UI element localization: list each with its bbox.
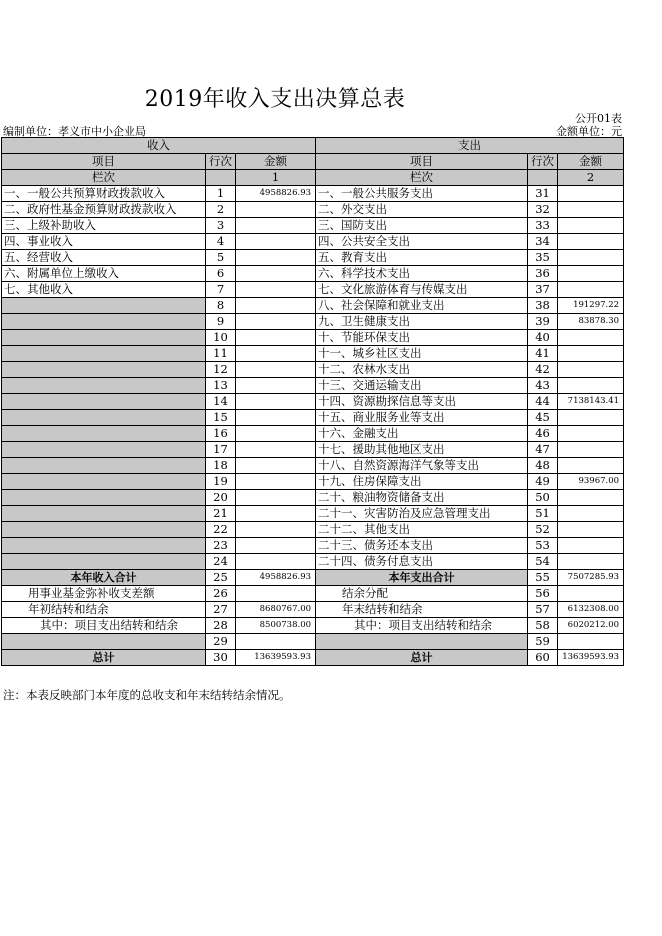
income-item-label (2, 458, 206, 474)
budget-summary-table (1, 137, 624, 666)
row-no: 27 (206, 602, 236, 618)
table-row (2, 634, 624, 650)
report-title: 2019年收入支出决算总表 (144, 87, 406, 112)
table-row (2, 186, 624, 202)
income-amount (236, 410, 316, 426)
row-no: 59 (528, 634, 558, 650)
income-amount (236, 330, 316, 346)
expense-item-label: 十五、商业服务业等支出 (316, 410, 528, 426)
table-row (2, 538, 624, 554)
expense-total-label: 本年支出合计 (316, 570, 528, 586)
income-amount (236, 458, 316, 474)
expense-row-no: 44 (528, 394, 558, 410)
income-item-label (2, 442, 206, 458)
row-no: 28 (206, 618, 236, 634)
row-no: 29 (206, 634, 236, 650)
reporting-unit: 编制单位：孝义市中小企业局 (3, 125, 146, 138)
table-row (2, 602, 624, 618)
expense-item-label: 八、社会保障和就业支出 (316, 298, 528, 314)
expense-item-label: 十、节能环保支出 (316, 330, 528, 346)
table-row (2, 266, 624, 282)
column-no-1: 1 (236, 170, 316, 186)
income-row-no: 16 (206, 426, 236, 442)
income-item-label: 七、其他收入 (2, 282, 206, 298)
income-item-label (2, 298, 206, 314)
income-item-label: 二、政府性基金预算财政拨款收入 (2, 202, 206, 218)
table-row (2, 378, 624, 394)
income-row-no: 23 (206, 538, 236, 554)
income-item-label (2, 538, 206, 554)
income-item-label (2, 506, 206, 522)
column-header-row (2, 154, 624, 170)
expense-item-label: 十九、住房保障支出 (316, 474, 528, 490)
expense-amount (558, 522, 624, 538)
income-item-label: 四、事业收入 (2, 234, 206, 250)
expense-row-no: 36 (528, 266, 558, 282)
table-row (2, 394, 624, 410)
expense-amount (558, 410, 624, 426)
expense-row-no: 48 (528, 458, 558, 474)
row-label: 年末结转和结余 (316, 602, 528, 618)
income-amount (236, 218, 316, 234)
table-row (2, 490, 624, 506)
table-row (2, 202, 624, 218)
income-amount (236, 298, 316, 314)
column-no-label: 栏次 (316, 170, 528, 186)
expense-row-no: 37 (528, 282, 558, 298)
expense-item-label: 六、科学技术支出 (316, 266, 528, 282)
expense-item-label: 二十一、灾害防治及应急管理支出 (316, 506, 528, 522)
income-row-no: 20 (206, 490, 236, 506)
income-amount (236, 442, 316, 458)
expense-row-no: 43 (528, 378, 558, 394)
row-amount (558, 586, 624, 602)
income-amount (236, 314, 316, 330)
income-item-label (2, 522, 206, 538)
row-no: 58 (528, 618, 558, 634)
expense-header: 支出 (316, 138, 624, 154)
income-item-label: 六、附属单位上缴收入 (2, 266, 206, 282)
income-row-no: 5 (206, 250, 236, 266)
expense-row-no: 53 (528, 538, 558, 554)
income-row-no: 15 (206, 410, 236, 426)
income-row-no: 7 (206, 282, 236, 298)
income-item-label (2, 490, 206, 506)
expense-row-no: 32 (528, 202, 558, 218)
footnote: 注：本表反映部门本年度的总收支和年末结转结余情况。 (3, 688, 291, 702)
income-item-label (2, 474, 206, 490)
grand-total-label: 总计 (316, 650, 528, 666)
row-no: 30 (206, 650, 236, 666)
income-item-label (2, 378, 206, 394)
row-label: 其中：项目支出结转和结余 (2, 618, 206, 634)
expense-row-no: 50 (528, 490, 558, 506)
row-no: 56 (528, 586, 558, 602)
expense-amount (558, 554, 624, 570)
income-row-no: 21 (206, 506, 236, 522)
expense-amount (558, 266, 624, 282)
income-amount (236, 490, 316, 506)
income-row-no: 13 (206, 378, 236, 394)
row-no: 26 (206, 586, 236, 602)
row-amount (236, 586, 316, 602)
expense-amount (558, 186, 624, 202)
income-amount: 4958826.93 (236, 186, 316, 202)
table-row (2, 410, 624, 426)
expense-amount (558, 330, 624, 346)
income-row-no: 17 (206, 442, 236, 458)
expense-amount (558, 218, 624, 234)
income-item-label (2, 314, 206, 330)
expense-amount: 7138143.41 (558, 394, 624, 410)
row-no: 55 (528, 570, 558, 586)
expense-amount (558, 282, 624, 298)
expense-item-label: 十一、城乡社区支出 (316, 346, 528, 362)
expense-item-label: 十四、资源勘探信息等支出 (316, 394, 528, 410)
expense-amount (558, 362, 624, 378)
income-row-no: 4 (206, 234, 236, 250)
income-amount (236, 346, 316, 362)
row-amount (236, 634, 316, 650)
row-amount: 6020212.00 (558, 618, 624, 634)
row-label: 用事业基金弥补收支差额 (2, 586, 206, 602)
expense-row-no: 35 (528, 250, 558, 266)
table-row (2, 218, 624, 234)
table-row (2, 330, 624, 346)
expense-row-no: 46 (528, 426, 558, 442)
expense-amount (558, 346, 624, 362)
income-row-no: 24 (206, 554, 236, 570)
expense-item-label: 二十二、其他支出 (316, 522, 528, 538)
expense-item-label: 四、公共安全支出 (316, 234, 528, 250)
row-amount: 8680767.00 (236, 602, 316, 618)
expense-amount (558, 442, 624, 458)
income-item-label (2, 554, 206, 570)
income-row-no: 9 (206, 314, 236, 330)
column-number-row (2, 170, 624, 186)
table-row (2, 618, 624, 634)
column-no-2: 2 (558, 170, 624, 186)
expense-item-label: 十七、援助其他地区支出 (316, 442, 528, 458)
income-row-no: 14 (206, 394, 236, 410)
expense-amount (558, 506, 624, 522)
expense-row-no: 52 (528, 522, 558, 538)
table-row (2, 298, 624, 314)
expense-amount (558, 250, 624, 266)
table-row (2, 282, 624, 298)
expense-item-label: 二十、粮油物资储备支出 (316, 490, 528, 506)
income-row-no: 2 (206, 202, 236, 218)
expense-amount (558, 234, 624, 250)
expense-amount (558, 202, 624, 218)
income-amount (236, 538, 316, 554)
table-row (2, 554, 624, 570)
row-label (2, 634, 206, 650)
income-item-label (2, 330, 206, 346)
expense-item-label: 二、外交支出 (316, 202, 528, 218)
row-no: 60 (528, 650, 558, 666)
income-amount (236, 522, 316, 538)
expense-item-label: 一、一般公共服务支出 (316, 186, 528, 202)
grand-total-row (2, 650, 624, 666)
income-row-no: 18 (206, 458, 236, 474)
income-row-no: 12 (206, 362, 236, 378)
expense-item-label: 二十四、债务付息支出 (316, 554, 528, 570)
table-row (2, 346, 624, 362)
row-no-header: 行次 (206, 154, 236, 170)
expense-row-no: 47 (528, 442, 558, 458)
currency-unit: 金额单位：元 (556, 125, 622, 138)
income-amount (236, 474, 316, 490)
income-amount (236, 266, 316, 282)
expense-row-no: 51 (528, 506, 558, 522)
income-row-no: 10 (206, 330, 236, 346)
income-amount (236, 426, 316, 442)
expense-item-label: 七、文化旅游体育与传媒支出 (316, 282, 528, 298)
income-row-no: 3 (206, 218, 236, 234)
expense-row-no: 54 (528, 554, 558, 570)
table-row (2, 586, 624, 602)
expense-row-no: 34 (528, 234, 558, 250)
income-item-label (2, 362, 206, 378)
expense-item-label: 十八、自然资源海洋气象等支出 (316, 458, 528, 474)
row-label: 年初结转和结余 (2, 602, 206, 618)
expense-row-no: 49 (528, 474, 558, 490)
expense-amount (558, 458, 624, 474)
form-code: 公开01表 (575, 112, 622, 125)
row-no: 25 (206, 570, 236, 586)
expense-item-label: 二十三、债务还本支出 (316, 538, 528, 554)
income-total-amount: 4958826.93 (236, 570, 316, 586)
grand-total-income-amount: 13639593.93 (236, 650, 316, 666)
expense-amount (558, 490, 624, 506)
row-label (316, 634, 528, 650)
expense-row-no: 41 (528, 346, 558, 362)
expense-row-no: 39 (528, 314, 558, 330)
item-header: 项目 (316, 154, 528, 170)
row-label: 其中：项目支出结转和结余 (316, 618, 528, 634)
income-item-label (2, 410, 206, 426)
table-row (2, 250, 624, 266)
column-no-blank (528, 170, 558, 186)
expense-amount: 83878.30 (558, 314, 624, 330)
expense-amount (558, 378, 624, 394)
income-total-label: 本年收入合计 (2, 570, 206, 586)
row-no-header: 行次 (528, 154, 558, 170)
item-header: 项目 (2, 154, 206, 170)
row-amount: 8500738.00 (236, 618, 316, 634)
table-row (2, 426, 624, 442)
expense-amount: 93967.00 (558, 474, 624, 490)
table-row (2, 522, 624, 538)
income-item-label: 一、一般公共预算财政拨款收入 (2, 186, 206, 202)
income-row-no: 8 (206, 298, 236, 314)
income-amount (236, 250, 316, 266)
expense-amount (558, 538, 624, 554)
income-item-label (2, 426, 206, 442)
amount-header: 金额 (558, 154, 624, 170)
expense-amount (558, 426, 624, 442)
expense-row-no: 31 (528, 186, 558, 202)
expense-amount: 191297.22 (558, 298, 624, 314)
expense-row-no: 33 (528, 218, 558, 234)
income-amount (236, 282, 316, 298)
income-row-no: 6 (206, 266, 236, 282)
income-amount (236, 506, 316, 522)
income-row-no: 19 (206, 474, 236, 490)
income-item-label: 五、经营收入 (2, 250, 206, 266)
row-no: 57 (528, 602, 558, 618)
table-row (2, 314, 624, 330)
row-label: 结余分配 (316, 586, 528, 602)
income-item-label (2, 346, 206, 362)
expense-row-no: 42 (528, 362, 558, 378)
expense-item-label: 十三、交通运输支出 (316, 378, 528, 394)
table-row (2, 362, 624, 378)
income-amount (236, 234, 316, 250)
expense-item-label: 九、卫生健康支出 (316, 314, 528, 330)
column-no-blank (206, 170, 236, 186)
grand-total-expense-amount: 13639593.93 (558, 650, 624, 666)
total-row (2, 570, 624, 586)
amount-header: 金额 (236, 154, 316, 170)
expense-item-label: 十六、金融支出 (316, 426, 528, 442)
expense-item-label: 五、教育支出 (316, 250, 528, 266)
expense-row-no: 38 (528, 298, 558, 314)
expense-total-amount: 7507285.93 (558, 570, 624, 586)
table-row (2, 506, 624, 522)
table-row (2, 474, 624, 490)
income-amount (236, 394, 316, 410)
income-row-no: 11 (206, 346, 236, 362)
income-amount (236, 362, 316, 378)
table-row (2, 458, 624, 474)
section-header-row (2, 138, 624, 154)
income-row-no: 1 (206, 186, 236, 202)
income-item-label: 三、上级补助收入 (2, 218, 206, 234)
column-no-label: 栏次 (2, 170, 206, 186)
table-row (2, 234, 624, 250)
expense-row-no: 40 (528, 330, 558, 346)
expense-item-label: 十二、农林水支出 (316, 362, 528, 378)
expense-item-label: 三、国防支出 (316, 218, 528, 234)
row-amount: 6132308.00 (558, 602, 624, 618)
income-item-label (2, 394, 206, 410)
income-row-no: 22 (206, 522, 236, 538)
row-amount (558, 634, 624, 650)
table-row (2, 442, 624, 458)
grand-total-label: 总计 (2, 650, 206, 666)
income-amount (236, 202, 316, 218)
income-header: 收入 (2, 138, 316, 154)
expense-row-no: 45 (528, 410, 558, 426)
income-amount (236, 378, 316, 394)
income-amount (236, 554, 316, 570)
